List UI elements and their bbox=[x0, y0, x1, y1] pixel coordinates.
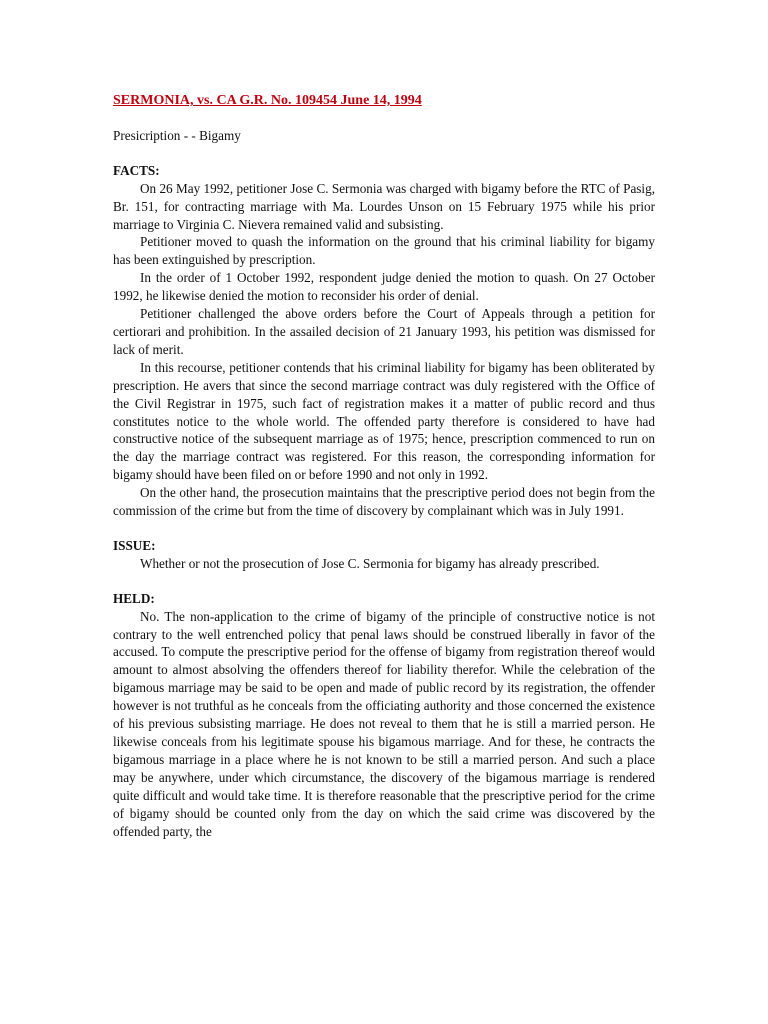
document-page bbox=[113, 92, 655, 840]
held-paragraph: No. The non-application to the crime of bigamy of the principle of constructive notice is not contrary to the well entrenched policy that penal laws should be construed liberally in favor of the accused. To compute the prescriptive period for the offense of bigamy from registration thereof would amount to almost absolving the offenders thereof for liability therefor. While the celebration of the bigamous marriage may be said to be open and made of public record by its registration, the offender however is not truthful as he conceals from the officiating authority and those concerned the existence of his previous subsisting marriage. He does not reveal to them that he is still a married person. He likewise conceals from his legitimate spouse his bigamous marriage. And for these, he contracts the bigamous marriage in a place where he is not known to be still a married person. And such a place may be anywhere, under which circumstance, the discovery of the bigamous marriage is rendered quite difficult and would take time. It is therefore reasonable that the prescriptive period for the crime of bigamy should be counted only from the day on which the said crime was discovered by the offended party, the bbox=[113, 608, 655, 839]
case-subject: Presicription - - Bigamy bbox=[113, 127, 241, 143]
facts-heading: FACTS: bbox=[113, 162, 160, 178]
facts-paragraph: On 26 May 1992, petitioner Jose C. Sermonia was charged with bigamy before the RTC of Pasig, Br. 151, for contracting marriage with Ma. Lourdes Unson on 15 February 1975 while his prior marriage to Virginia C. Nievera remained valid and subsisting. bbox=[113, 180, 655, 232]
facts-paragraph: Petitioner challenged the above orders before the Court of Appeals through a petition for certiorari and prohibition. In the assailed decision of 21 January 1993, his petition was dismissed for lack of merit. bbox=[113, 306, 655, 357]
issue-section bbox=[113, 537, 655, 573]
facts-paragraph: In the order of 1 October 1992, respondent judge denied the motion to quash. On 27 October 1992, he likewise denied the motion to reconsider his order of denial. bbox=[113, 270, 655, 304]
facts-section bbox=[113, 162, 655, 520]
held-heading: HELD: bbox=[113, 590, 155, 606]
case-title[interactable]: SERMONIA, vs. CA G.R. No. 109454 June 14, 1994 bbox=[113, 93, 422, 108]
issue-paragraph: Whether or not the prosecution of Jose C. Sermonia for bigamy has already prescribed. bbox=[140, 555, 600, 571]
held-section bbox=[113, 590, 655, 841]
facts-paragraph: In this recourse, petitioner contends that his criminal liability for bigamy has been obliterated by prescription. He avers that since the second marriage contract was duly registered with the Office of the Civil Registrar in 1975, such fact of registration makes it a matter of public record and thus constitutes notice to the whole world. The offended party therefore is considered to have had constructive notice of the subsequent marriage as of 1975; hence, prescription commenced to run on the day the marriage contract was registered. For this reason, the corresponding information for bigamy should have been filed on or before 1990 and not only in 1992. bbox=[113, 359, 655, 483]
facts-paragraph: Petitioner moved to quash the information on the ground that his criminal liability for bigamy has been extinguished by prescription. bbox=[113, 234, 655, 268]
issue-heading: ISSUE: bbox=[113, 537, 156, 553]
facts-paragraph: On the other hand, the prosecution maintains that the prescriptive period does not begin from the commission of the crime but from the time of discovery by complainant which was in July 1991. bbox=[113, 485, 655, 519]
